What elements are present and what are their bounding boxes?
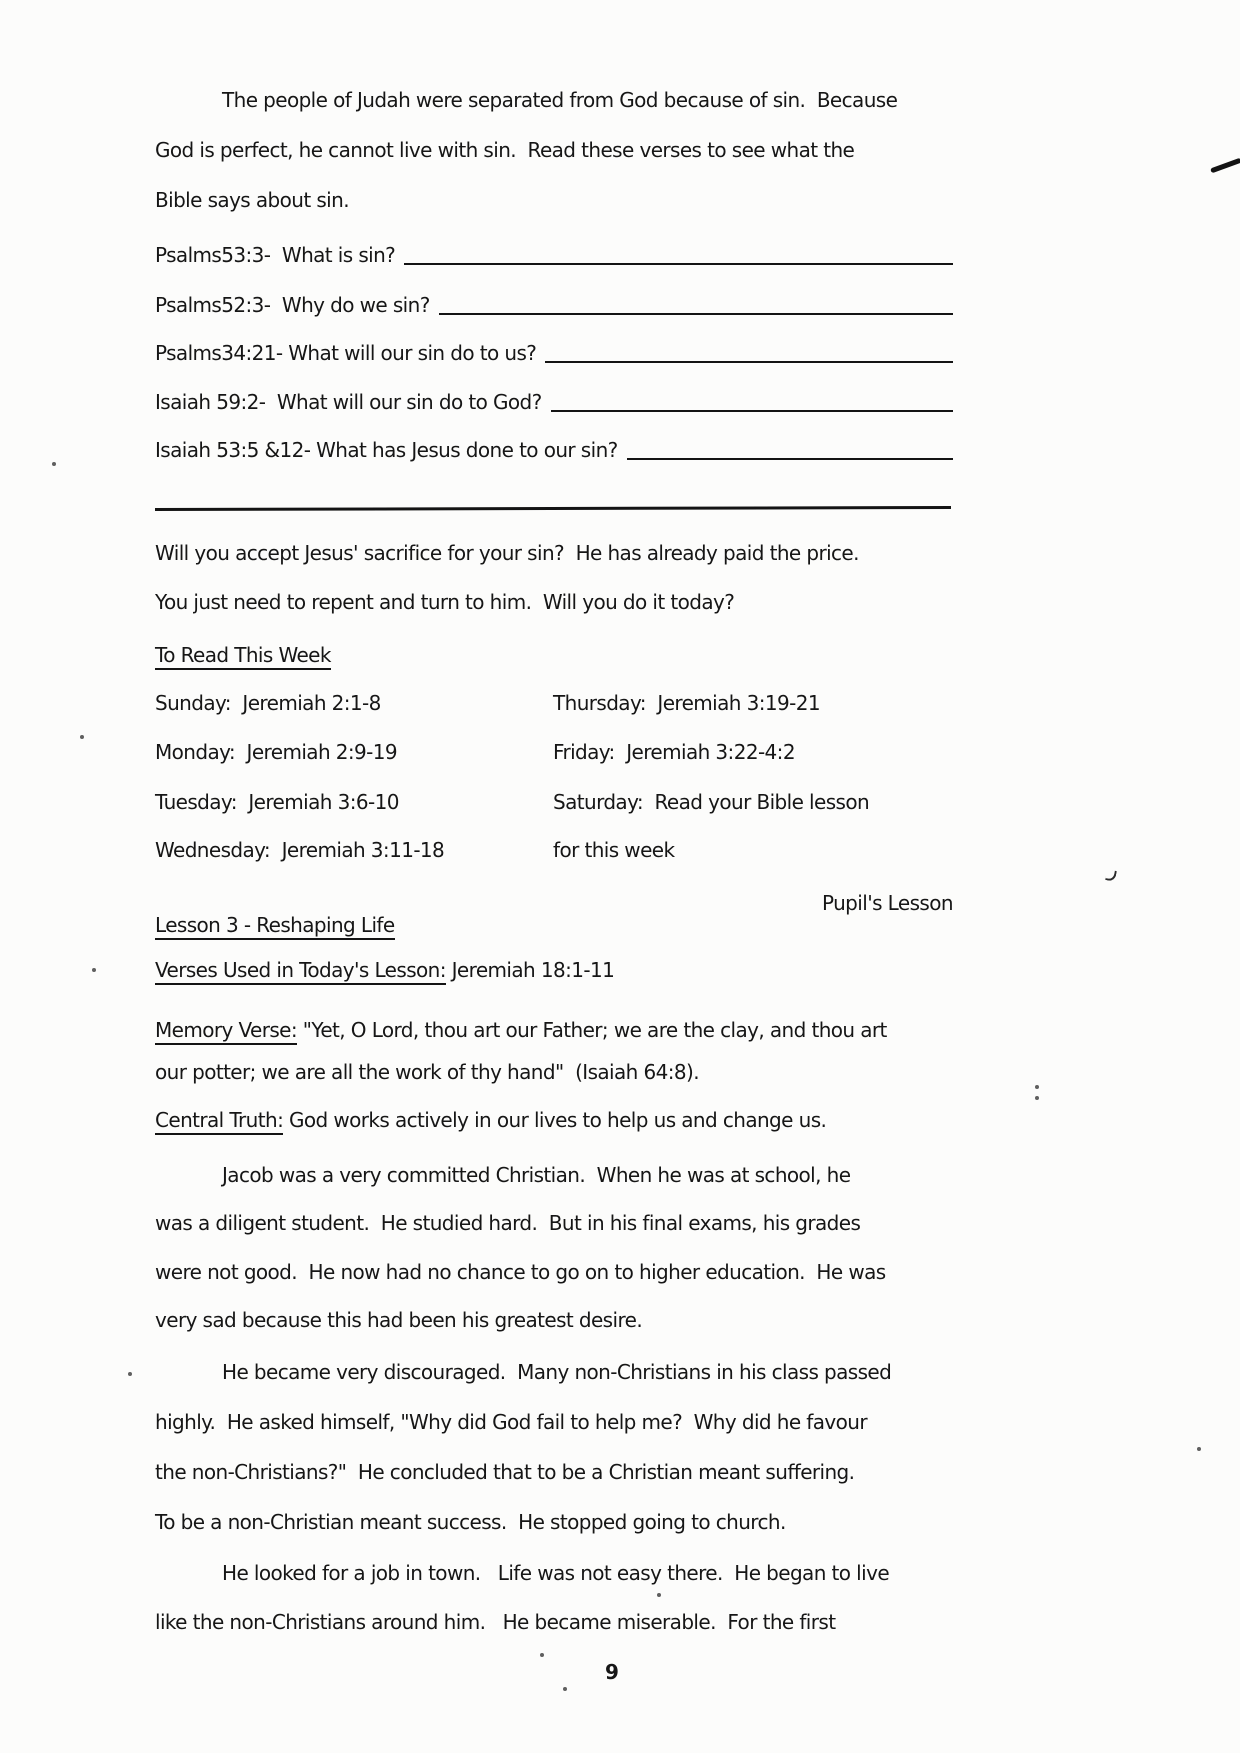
question-text-2: Psalms52:3- Why do we sin?	[155, 293, 430, 317]
scan-hook-artifact	[1105, 869, 1117, 882]
question-row-1	[155, 240, 953, 270]
memory-verse-line-1	[155, 1015, 887, 1045]
verses-used-label: Verses Used in Today's Lesson:	[155, 958, 446, 985]
scan-speck	[128, 1372, 132, 1376]
lesson-title	[155, 910, 395, 940]
question-text-3: Psalms34:21- What will our sin do to us?	[155, 341, 537, 365]
lesson-title-text: Lesson 3 - Reshaping Life	[155, 913, 395, 940]
answer-blank-2	[439, 312, 953, 315]
question-text-4: Isaiah 59:2- What will our sin do to God?	[155, 390, 542, 414]
scan-speck	[657, 1593, 661, 1597]
reading-friday: Friday: Jeremiah 3:22-4:2	[553, 740, 795, 764]
story-line-9: He looked for a job in town. Life was not easy there. He began to live	[222, 1561, 890, 1585]
scan-speck	[92, 968, 96, 972]
central-truth-value: God works actively in our lives to help us and change us.	[283, 1108, 827, 1132]
story-line-3: were not good. He now had no chance to go on to higher education. He was	[155, 1260, 886, 1284]
reading-heading	[155, 640, 331, 670]
pupils-lesson-label: Pupil's Lesson	[822, 891, 953, 915]
reading-heading-text: To Read This Week	[155, 643, 331, 670]
question-row-4	[155, 387, 953, 417]
story-line-10: like the non-Christians around him. He became miserable. For the first	[155, 1610, 836, 1634]
answer-blank-1	[404, 262, 953, 265]
answer-blank-5	[627, 457, 953, 460]
reading-tuesday: Tuesday: Jeremiah 3:6-10	[155, 790, 399, 814]
answer-blank-4	[551, 409, 953, 412]
pen-slash-mark	[1210, 158, 1240, 174]
scan-speck	[1035, 1085, 1039, 1089]
scan-speck	[52, 462, 56, 466]
central-truth-label: Central Truth:	[155, 1108, 283, 1135]
intro-line-2: God is perfect, he cannot live with sin. Read these verses to see what the	[155, 138, 855, 162]
story-line-2: was a diligent student. He studied hard. But in his final exams, his grades	[155, 1211, 861, 1235]
reading-thursday: Thursday: Jeremiah 3:19-21	[553, 691, 820, 715]
scan-speck	[80, 735, 84, 739]
answer-rule	[155, 506, 951, 511]
story-line-1: Jacob was a very committed Christian. When he was at school, he	[222, 1163, 851, 1187]
memory-verse-line-2: our potter; we are all the work of thy hand" (Isaiah 64:8).	[155, 1060, 699, 1084]
question-text-1: Psalms53:3- What is sin?	[155, 243, 396, 267]
reading-wednesday: Wednesday: Jeremiah 3:11-18	[155, 838, 445, 862]
reading-saturday-cont: for this week	[553, 838, 675, 862]
reading-monday: Monday: Jeremiah 2:9-19	[155, 740, 398, 764]
story-line-5: He became very discouraged. Many non-Christians in his class passed	[222, 1360, 892, 1384]
scan-speck	[1035, 1096, 1039, 1100]
central-truth-line	[155, 1105, 826, 1135]
appeal-line-1: Will you accept Jesus' sacrifice for your sin? He has already paid the price.	[155, 541, 859, 565]
memory-verse-label: Memory Verse:	[155, 1018, 297, 1045]
story-line-4: very sad because this had been his greatest desire.	[155, 1308, 643, 1332]
story-line-7: the non-Christians?" He concluded that to be a Christian meant suffering.	[155, 1460, 855, 1484]
intro-line-3: Bible says about sin.	[155, 188, 349, 212]
reading-sunday: Sunday: Jeremiah 2:1-8	[155, 691, 381, 715]
reading-saturday: Saturday: Read your Bible lesson	[553, 790, 870, 814]
question-row-5	[155, 435, 953, 465]
answer-blank-3	[545, 360, 953, 363]
verses-used-line	[155, 955, 614, 985]
appeal-line-2: You just need to repent and turn to him. Will you do it today?	[155, 590, 735, 614]
page-number: 9	[605, 1660, 619, 1684]
question-text-5: Isaiah 53:5 &12- What has Jesus done to our sin?	[155, 438, 618, 462]
question-row-3	[155, 338, 953, 368]
verses-used-value: Jeremiah 18:1-11	[445, 958, 615, 982]
scan-speck	[563, 1687, 567, 1691]
story-line-8: To be a non-Christian meant success. He stopped going to church.	[155, 1510, 786, 1534]
intro-line-1: The people of Judah were separated from God because of sin. Because	[222, 88, 898, 112]
memory-verse-text-1: "Yet, O Lord, thou art our Father; we are the clay, and thou art	[297, 1018, 887, 1042]
story-line-6: highly. He asked himself, "Why did God fail to help me? Why did he favour	[155, 1410, 867, 1434]
scan-speck	[540, 1653, 544, 1657]
scan-speck	[1197, 1447, 1201, 1451]
question-row-2	[155, 290, 953, 320]
